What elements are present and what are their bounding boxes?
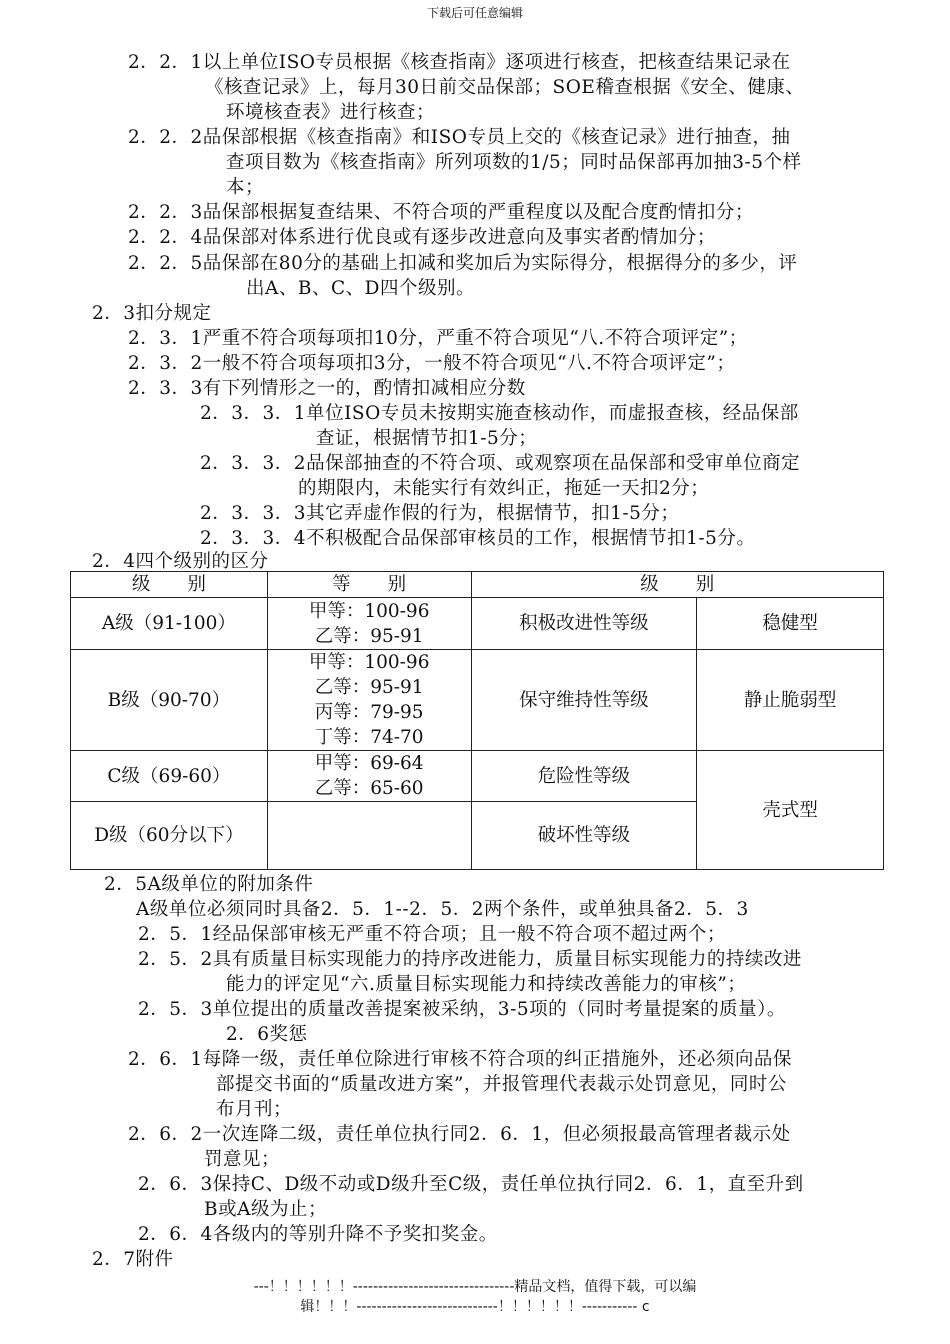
style-cell: 稳健型: [697, 598, 884, 650]
table-row: [71, 650, 884, 751]
line-2-3-2: 2．3．2一般不符合项每项扣3分，一般不符合项见“八.不符合项评定”；: [128, 353, 736, 374]
level-cell: A级（91-100）: [71, 598, 268, 650]
style-cell: 壳式型: [697, 751, 884, 870]
grade-line: 丁等：74-70: [314, 727, 424, 748]
line-2-2-1-c: 环境核查表》进行核查；: [226, 102, 436, 123]
line-2-5-3: 2．5．3单位提出的质量改善提案被采纳，3-5项的（同时考量提案的质量）。: [138, 999, 786, 1020]
section-2-3-title: 2．3扣分规定: [92, 303, 212, 324]
line-2-2-5: 2．2．5品保部在80分的基础上扣减和奖加后为实际得分，根据得分的多少，评: [128, 253, 798, 274]
line-2-5-2-b: 能力的评定见“六.质量目标实现能力和持续改善能力的审核”；: [226, 974, 747, 995]
header-grade: 等 别: [267, 572, 471, 598]
line-2-2-4: 2．2．4品保部对体系进行优良或有逐步改进意向及事实者酌情加分；: [128, 227, 716, 248]
grade-line: 乙等：65-60: [314, 778, 424, 799]
line-2-6-3: 2．6．3保持C、D级不动或D级升至C级，责任单位执行同2．6．1，直至升到: [138, 1174, 804, 1195]
line-2-2-2: 2．2．2品保部根据《核查指南》和ISO专员上交的《核查记录》进行抽查，抽: [128, 127, 791, 148]
line-2-3-3-1: 2．3．3．1单位ISO专员未按期实施查核动作，而虚报查核，经品保部: [200, 403, 799, 424]
line-2-3-3-2-b: 的期限内，未能实行有效纠正，拖延一天扣2分；: [298, 478, 710, 499]
footer-line-2: 辑！！！----------------------------！！！！！！----------- c: [300, 1299, 650, 1315]
grade-cell: [267, 751, 471, 802]
line-2-3-3: 2．3．3有下列情形之一的，酌情扣减相应分数: [128, 378, 526, 399]
style-cell: 静止脆弱型: [697, 650, 884, 751]
line-2-2-2-b: 查项目数为《核查指南》所列项数的1/5；同时品保部再加抽3-5个样: [226, 152, 802, 173]
line-2-6-2: 2．6．2一次连降二级，责任单位执行同2．6．1，但必须报最高管理者裁示处: [128, 1124, 791, 1145]
type-cell: 危险性等级: [471, 751, 697, 802]
level-cell: C级（69-60）: [71, 751, 268, 802]
line-2-6-1: 2．6．1每降一级，责任单位除进行审核不符合项的纠正措施外，还必须向品保: [128, 1049, 792, 1070]
header-level: 级 别: [71, 572, 268, 598]
footer-line-1: ---！！！！！！--------------------------------精品文档，值得下载，可以编: [253, 1279, 697, 1295]
line-2-3-3-3: 2．3．3．3其它弄虚作假的行为，根据情节，扣1-5分；: [200, 503, 680, 524]
section-2-4-title: 2．4四个级别的区分: [92, 551, 269, 572]
grade-line: 甲等：69-64: [314, 753, 424, 774]
type-cell: 破坏性等级: [471, 802, 697, 870]
table-header-row: [71, 572, 884, 598]
line-2-6-3-b: B或A级为止；: [204, 1199, 327, 1220]
line-2-5-1: 2．5．1经品保部审核无严重不符合项；且一般不符合项不超过两个；: [138, 924, 726, 945]
section-2-6-title: 2．6奖惩: [226, 1024, 308, 1045]
line-2-2-3: 2．2．3品保部根据复查结果、不符合项的严重程度以及配合度酌情扣分；: [128, 202, 754, 223]
line-2-6-4: 2．6．4各级内的等别升降不予奖扣奖金。: [138, 1224, 498, 1245]
level-cell: B级（90-70）: [71, 650, 268, 751]
grade-line: 甲等：100-96: [308, 600, 430, 622]
section-2-7-title: 2．7附件: [92, 1249, 174, 1270]
line-2-2-1-b: 《核查记录》上，每月30日前交品保部；SOE稽查根据《安全、健康、: [205, 77, 805, 98]
table-row: [71, 751, 884, 802]
line-2-5-intro: A级单位必须同时具备2．5．1--2．5．2两个条件，或单独具备2．5．3: [136, 899, 749, 920]
type-cell: 保守维持性等级: [471, 650, 697, 751]
line-2-2-1: 2．2．1以上单位ISO专员根据《核查指南》逐项进行核查，把核查结果记录在: [128, 52, 791, 73]
grade-cell: [267, 650, 471, 751]
page-header: 下载后可任意编辑: [426, 6, 523, 20]
line-2-2-5-b: 出A、B、C、D四个级别。: [246, 278, 475, 299]
type-cell: 积极改进性等级: [471, 598, 697, 650]
header-class: 级 别: [471, 572, 883, 598]
line-2-3-1: 2．3．1严重不符合项每项扣10分，严重不符合项见“八.不符合项评定”；: [128, 328, 748, 349]
line-2-6-1-c: 布月刊；: [216, 1099, 293, 1120]
line-2-6-2-b: 罚意见；: [204, 1149, 281, 1170]
grade-line: 甲等：100-96: [308, 652, 430, 673]
grade-line: 丙等：79-95: [314, 702, 424, 723]
line-2-5-2: 2．5．2具有质量目标实现能力的持序改进能力，质量目标实现能力的持续改进: [138, 949, 802, 970]
line-2-3-3-4: 2．3．3．4不积极配合品保部审核员的工作，根据情节扣1-5分。: [200, 528, 756, 549]
level-table: [70, 571, 884, 870]
line-2-6-1-b: 部提交书面的“质量改进方案”，并报管理代表裁示处罚意见，同时公: [216, 1074, 787, 1095]
grade-line: 乙等：95-91: [314, 625, 424, 647]
line-2-3-3-2: 2．3．3．2品保部抽查的不符合项、或观察项在品保部和受审单位商定: [200, 453, 801, 474]
grade-line: 乙等：95-91: [314, 677, 424, 698]
section-2-5-title: 2．5A级单位的附加条件: [104, 874, 314, 895]
grade-cell: [267, 802, 471, 870]
table-row: [71, 598, 884, 650]
line-2-3-3-1-b: 查证，根据情节扣1-5分；: [316, 428, 538, 449]
level-cell: D级（60分以下）: [71, 802, 268, 870]
line-2-2-2-c: 本；: [226, 177, 265, 198]
grade-cell: [267, 598, 471, 650]
